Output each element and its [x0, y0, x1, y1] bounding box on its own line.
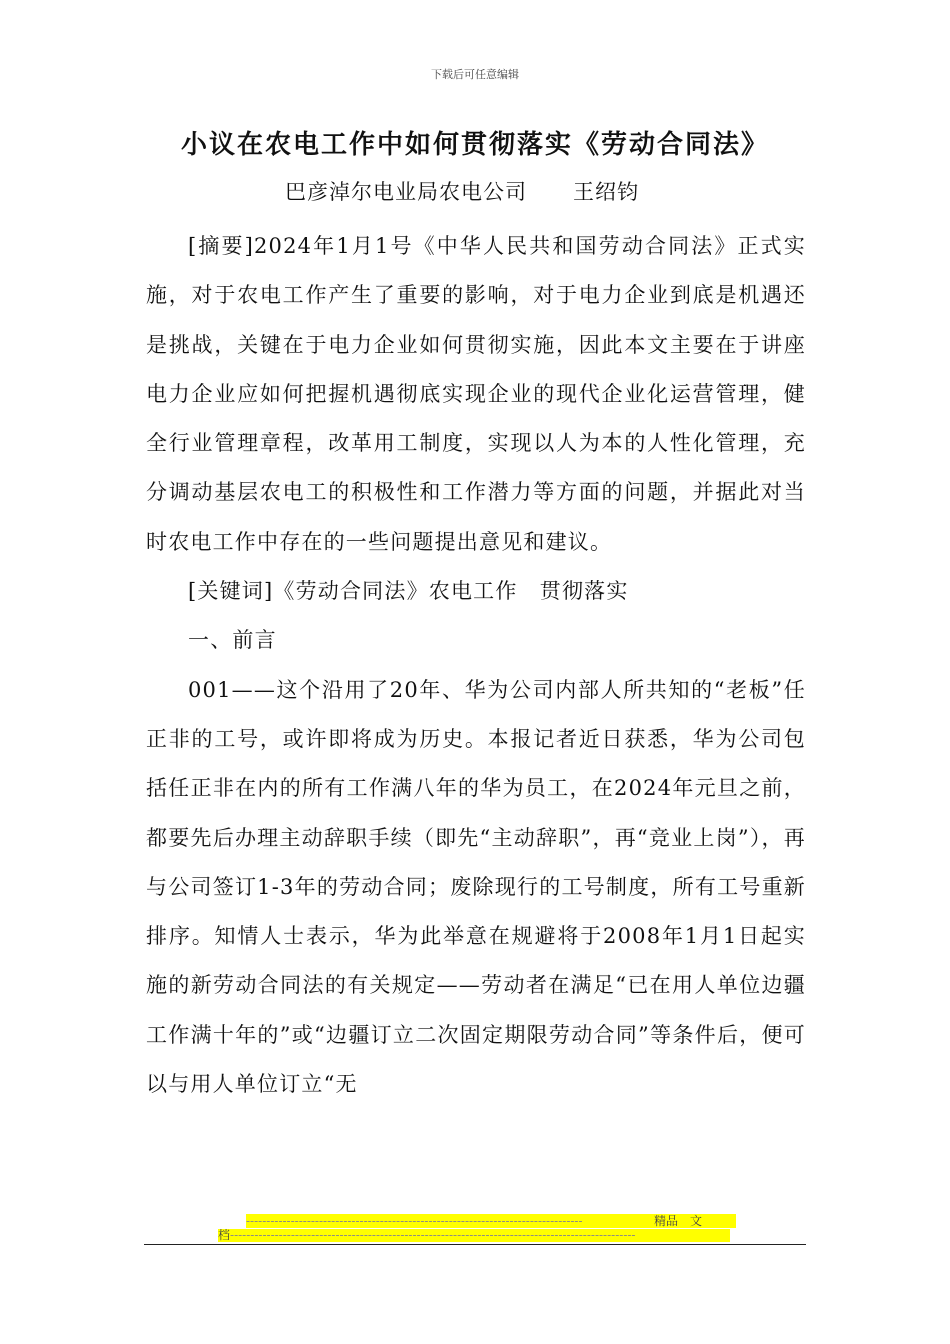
watermark-dashes: ----------------------------------------------------------------------------------- — [246, 1214, 583, 1228]
byline-organization: 巴彦淖尔电业局农电公司 — [285, 180, 527, 204]
watermark-dashes: ---------------------------------------------------------------------------------------------------- — [230, 1229, 636, 1242]
keywords-paragraph: [关键词]《劳动合同法》农电工作 贯彻落实 — [188, 579, 629, 604]
document-body — [146, 222, 806, 1109]
abstract-paragraph: [摘要]2024年1月1号《中华人民共和国劳动合同法》正式实施，对于农电工作产生了重要的影响，对于电力企业到底是机遇还是挑战，关键在于电力企业如何贯彻实施，因此本文主要在于讲座电力企业应如何把握机遇彻底实现企业的现代企业化运营管理，健全行业管理章程，改革用工制度，实现以人为本的人性化管理，充分调动基层农电工的积极性和工作潜力等方面的问题，并据此对当时农电工作中存在的一些问题提出意见和建议。 — [146, 234, 806, 554]
watermark-tag-end: 档 — [218, 1229, 231, 1242]
body-paragraph: 001——这个沿用了20年、华为公司内部人所共知的“老板”任正非的工号，或许即将成为历史。本报记者近日获悉，华为公司包括任正非在内的所有工作满八年的华为员工，在2024年元旦之前，都要先后办理主动辞职手续（即先“主动辞职”，再“竞业上岗”），再与公司签订1-3年的劳动合同；废除现行的工号制度，所有工号重新排序。知情人士表示，华为此举意在规避将于2008年1月1日起实施的新劳动合同法的有关规定——劳动者在满足“已在用人单位边疆工作满十年的”或“边疆订立二次固定期限劳动合同”等条件后，便可以与用人单位订立“无 — [146, 677, 806, 1097]
document-title: 小议在农电工作中如何贯彻落实《劳动合同法》 — [180, 130, 769, 160]
byline-author: 王绍钧 — [573, 180, 639, 204]
header-note: 下载后可任意编辑 — [431, 68, 519, 81]
watermark-tag: 精品 文 — [650, 1214, 706, 1228]
watermark-line-bottom — [218, 1229, 730, 1242]
section-heading: 一、前言 — [188, 628, 277, 653]
byline — [285, 176, 639, 206]
footer-rule — [144, 1244, 806, 1245]
